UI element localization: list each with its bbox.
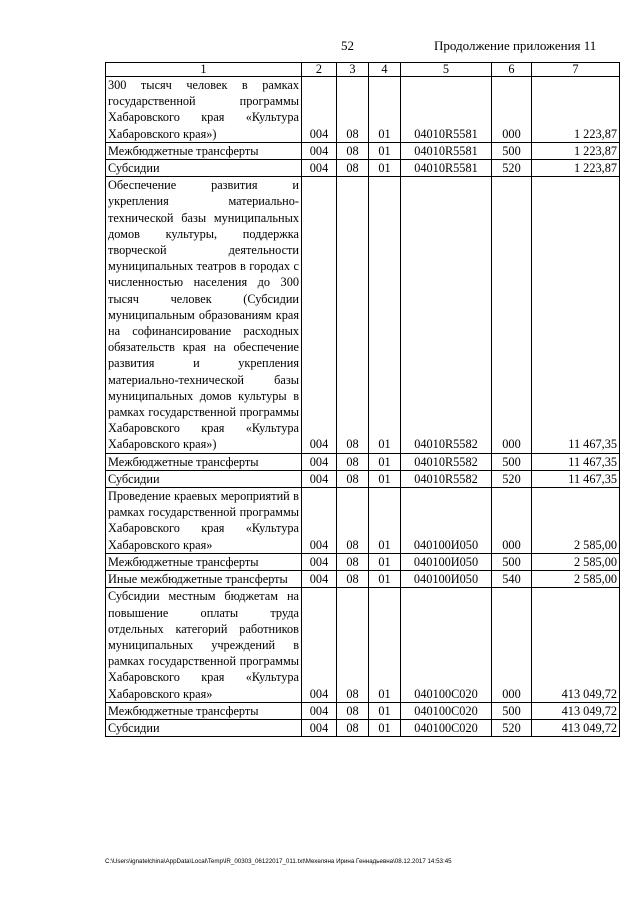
subsection-code: 01 [369, 553, 401, 570]
expense-name: Субсидии [106, 719, 302, 736]
appendix-continuation-header: Продолжение приложения 11 [434, 38, 597, 53]
amount: 413 049,72 [532, 588, 620, 702]
ministry-code: 004 [302, 719, 337, 736]
expense-type-code: 500 [492, 142, 532, 159]
table-row [106, 77, 620, 143]
amount: 1 223,87 [532, 77, 620, 143]
page-number: 52 [341, 38, 354, 53]
expense-name: Межбюджетные трансферты [106, 453, 302, 470]
amount: 2 585,00 [532, 488, 620, 554]
amount: 413 049,72 [532, 719, 620, 736]
ministry-code: 004 [302, 142, 337, 159]
expense-type-code: 000 [492, 177, 532, 453]
section-code: 08 [337, 488, 369, 554]
column-header: 7 [532, 63, 620, 77]
expense-name: Иные межбюджетные трансферты [106, 571, 302, 588]
expense-name: Проведение краевых мероприятий в рамках государственной программы Хабаровского края «Культура Хабаровского края» [106, 488, 302, 554]
ministry-code: 004 [302, 553, 337, 570]
subsection-code: 01 [369, 142, 401, 159]
column-header: 2 [302, 63, 337, 77]
section-code: 08 [337, 142, 369, 159]
target-article-code: 04010R5582 [401, 453, 492, 470]
subsection-code: 01 [369, 177, 401, 453]
file-path-footer: C:\Users\ignatelchina\AppData\Local\Temp\IR_00303_06122017_011.txt\Мехеляна Ирина Геннадьевна\08.12.2017 14:53:45 [105, 858, 452, 865]
expense-type-code: 500 [492, 702, 532, 719]
section-code: 08 [337, 571, 369, 588]
section-code: 08 [337, 453, 369, 470]
table-row [106, 702, 620, 719]
expense-type-code: 520 [492, 160, 532, 177]
expense-type-code: 500 [492, 453, 532, 470]
target-article-code: 04010R5582 [401, 470, 492, 487]
target-article-code: 040100С020 [401, 702, 492, 719]
column-header: 3 [337, 63, 369, 77]
section-code: 08 [337, 588, 369, 702]
ministry-code: 004 [302, 488, 337, 554]
ministry-code: 004 [302, 571, 337, 588]
target-article-code: 040100И050 [401, 571, 492, 588]
target-article-code: 040100С020 [401, 719, 492, 736]
target-article-code: 04010R5581 [401, 77, 492, 143]
amount: 11 467,35 [532, 470, 620, 487]
target-article-code: 04010R5581 [401, 160, 492, 177]
expense-name: 300 тысяч человек в рамках государственной программы Хабаровского края «Культура Хабаровского края») [106, 77, 302, 143]
ministry-code: 004 [302, 470, 337, 487]
table-row [106, 571, 620, 588]
expense-type-code: 520 [492, 719, 532, 736]
expense-name: Субсидии [106, 160, 302, 177]
column-header: 1 [106, 63, 302, 77]
table-row [106, 719, 620, 736]
amount: 1 223,87 [532, 160, 620, 177]
column-header: 6 [492, 63, 532, 77]
amount: 11 467,35 [532, 177, 620, 453]
expense-type-code: 000 [492, 77, 532, 143]
section-code: 08 [337, 177, 369, 453]
subsection-code: 01 [369, 488, 401, 554]
expense-name: Межбюджетные трансферты [106, 142, 302, 159]
subsection-code: 01 [369, 719, 401, 736]
subsection-code: 01 [369, 588, 401, 702]
expense-type-code: 000 [492, 588, 532, 702]
ministry-code: 004 [302, 160, 337, 177]
subsection-code: 01 [369, 571, 401, 588]
table-row [106, 160, 620, 177]
amount: 11 467,35 [532, 453, 620, 470]
table-row [106, 488, 620, 554]
table-row [106, 470, 620, 487]
section-code: 08 [337, 719, 369, 736]
ministry-code: 004 [302, 177, 337, 453]
table-row [106, 588, 620, 702]
column-number-row [106, 63, 620, 77]
expense-name: Обеспечение развития и укрепления материально-технической базы муниципальных домов культуры, поддержка творческой деятельности муниципальных театров в городах с численностью населения до 300 тысяч человек (Субсидии муниципальным образованиям края на софинансирование расходных обязательств края на обеспечение развития и укрепления материально-технической базы муниципальных домов культуры в рамках государственной программы Хабаровского края «Культура Хабаровского края») [106, 177, 302, 453]
table-row [106, 142, 620, 159]
expense-name: Субсидии местным бюджетам на повышение оплаты труда отдельных категорий работников муниципальных учреждений в рамках государственной программы Хабаровского края «Культура Хабаровского края» [106, 588, 302, 702]
ministry-code: 004 [302, 453, 337, 470]
section-code: 08 [337, 77, 369, 143]
subsection-code: 01 [369, 77, 401, 143]
subsection-code: 01 [369, 702, 401, 719]
budget-table [105, 62, 620, 737]
table-row [106, 553, 620, 570]
ministry-code: 004 [302, 702, 337, 719]
expense-type-code: 500 [492, 553, 532, 570]
expense-type-code: 540 [492, 571, 532, 588]
expense-name: Межбюджетные трансферты [106, 553, 302, 570]
ministry-code: 004 [302, 588, 337, 702]
column-header: 4 [369, 63, 401, 77]
amount: 413 049,72 [532, 702, 620, 719]
target-article-code: 04010R5581 [401, 142, 492, 159]
target-article-code: 040100С020 [401, 588, 492, 702]
amount: 2 585,00 [532, 553, 620, 570]
expense-name: Субсидии [106, 470, 302, 487]
expense-type-code: 000 [492, 488, 532, 554]
section-code: 08 [337, 160, 369, 177]
subsection-code: 01 [369, 470, 401, 487]
amount: 1 223,87 [532, 142, 620, 159]
expense-name: Межбюджетные трансферты [106, 702, 302, 719]
amount: 2 585,00 [532, 571, 620, 588]
subsection-code: 01 [369, 160, 401, 177]
target-article-code: 040100И050 [401, 488, 492, 554]
section-code: 08 [337, 702, 369, 719]
table-row [106, 177, 620, 453]
expense-type-code: 520 [492, 470, 532, 487]
ministry-code: 004 [302, 77, 337, 143]
column-header: 5 [401, 63, 492, 77]
section-code: 08 [337, 470, 369, 487]
target-article-code: 04010R5582 [401, 177, 492, 453]
section-code: 08 [337, 553, 369, 570]
target-article-code: 040100И050 [401, 553, 492, 570]
subsection-code: 01 [369, 453, 401, 470]
table-row [106, 453, 620, 470]
